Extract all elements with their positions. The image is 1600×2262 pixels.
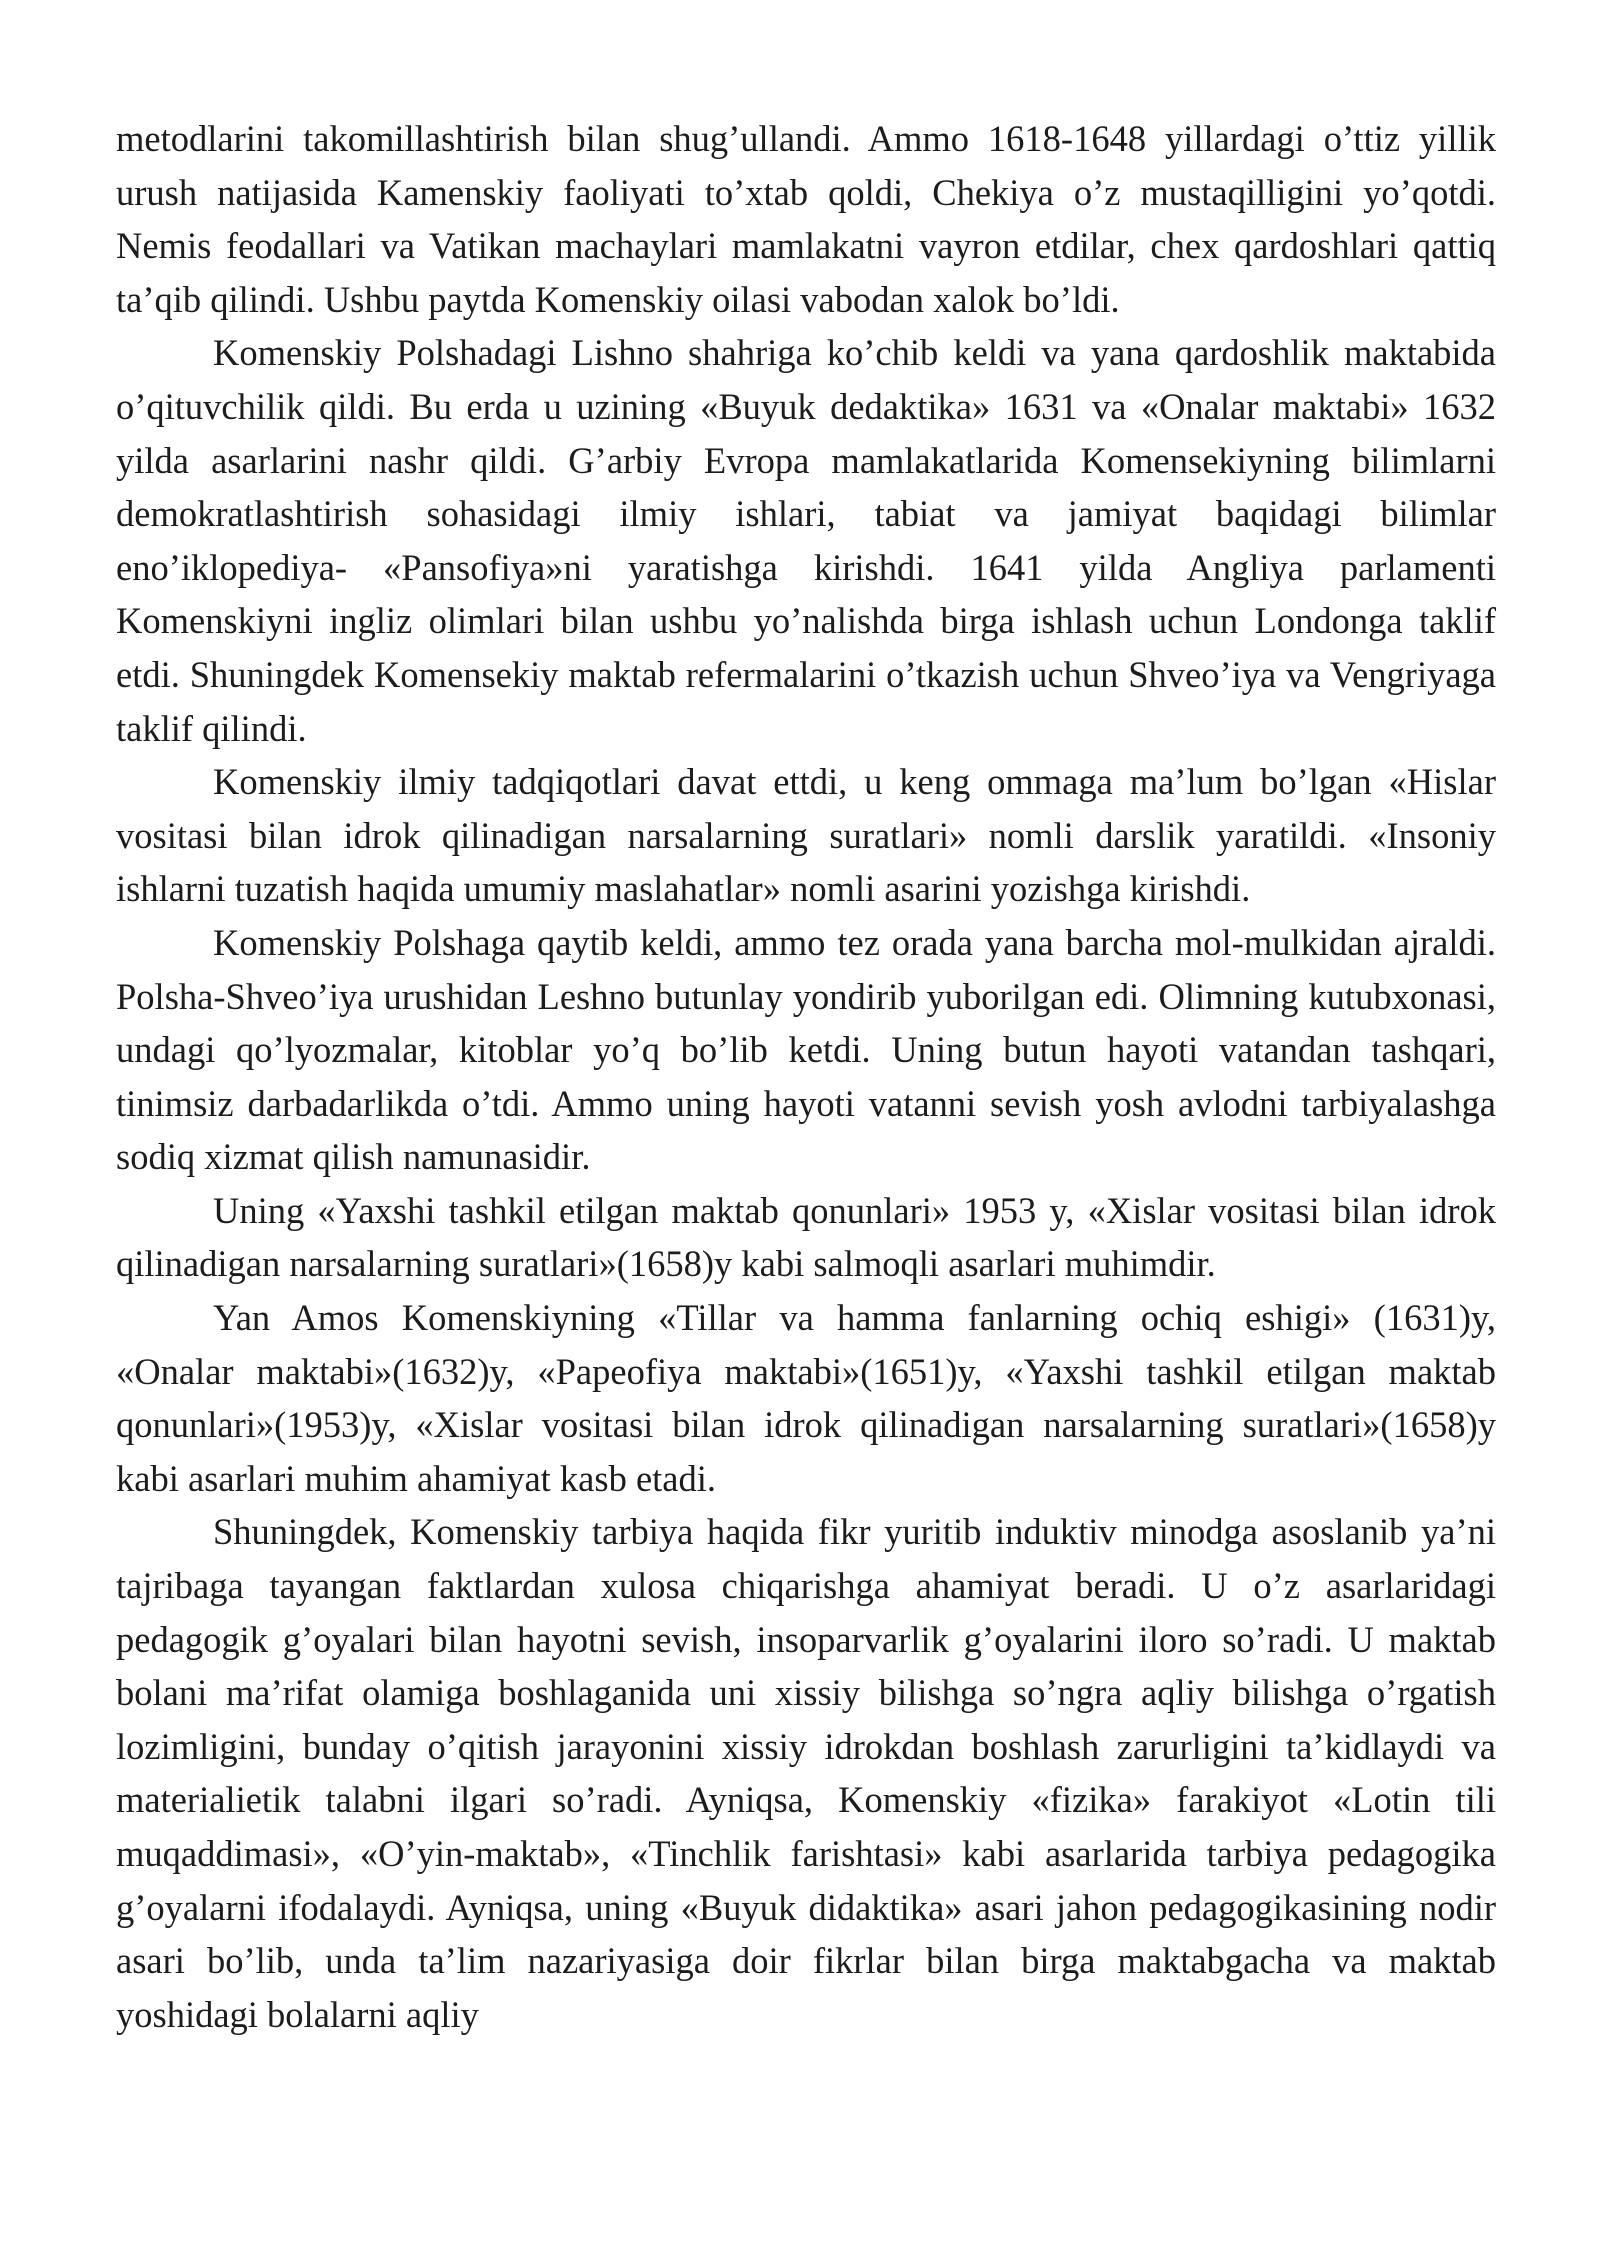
paragraph-2: Komenskiy Polshadagi Lishno shahriga ko’chib keldi va yana qardoshlik maktabida o’qituvchilik qildi. Bu erda u uzining «Buyuk dedaktika» 1631 va «Onalar maktabi» 1632 yilda asarlarini nashr qildi. G’arbiy Evropa mamlakatlarida Komensekiyning bilimlarni demokratlashtirish sohasidagi ilmiy ishlari, tabiat va jamiyat baqidagi bilimlar eno’iklopediya- «Pansofiya»ni yaratishga kirishdi. 1641 yilda Angliya parlamenti Komenskiyni ingliz olimlari bilan ushbu yo’nalishda birga ishlash uchun Londonga taklif etdi. Shuningdek Komensekiy maktab refermalarini o’tkazish uchun Shveo’iya va Vengriyaga taklif qilindi. bbox=[116, 332, 1496, 749]
paragraph-6: Yan Amos Komenskiyning «Tillar va hamma fanlarning ochiq eshigi» (1631)y, «Onalar maktabi»(1632)y, «Papeofiya maktabi»(1651)y, «Yaxshi tashkil etilgan maktab qonunlari»(1953)y, «Xislar vositasi bilan idrok qilinadigan narsalarning suratlari»(1658)y kabi asarlari muhim ahamiyat kasb etadi. bbox=[116, 1297, 1496, 1499]
document-page bbox=[116, 112, 1496, 2041]
paragraph-1: metodlarini takomillashtirish bilan shug’ullandi. Ammo 1618-1648 yillardagi o’ttiz yillik urush natijasida Kamenskiy faoliyati to’xtab qoldi, Chekiya o’z mustaqilligini yo’qotdi. Nemis feodallari va Vatikan machaylari mamlakatni vayron etdilar, chex qardoshlari qattiq ta’qib qilindi. Ushbu paytda Komenskiy oilasi vabodan xalok bo’ldi. bbox=[116, 118, 1496, 320]
paragraph-4: Komenskiy Polshaga qaytib keldi, ammo tez orada yana barcha mol-mulkidan ajraldi. Polsha-Shveo’iya urushidan Leshno butunlay yondirib yuborilgan edi. Olimning kutubxonasi, undagi qo’lyozmalar, kitoblar yo’q bo’lib ketdi. Uning butun hayoti vatandan tashqari, tinimsiz darbadarlikda o’tdi. Ammo uning hayoti vatanni sevish yosh avlodni tarbiyalashga sodiq xizmat qilish namunasidir. bbox=[116, 921, 1496, 1178]
paragraph-3: Komenskiy ilmiy tadqiqotlari davat ettdi, u keng ommaga ma’lum bo’lgan «Hislar vositasi bilan idrok qilinadigan narsalarning suratlari» nomli darslik yaratildi. «Insoniy ishlarni tuzatish haqida umumiy maslahatlar» nomli asarini yozishga kirishdi. bbox=[116, 761, 1496, 910]
paragraph-5: Uning «Yaxshi tashkil etilgan maktab qonunlari» 1953 y, «Xislar vositasi bilan idrok qilinadigan narsalarning suratlari»(1658)y kabi salmoqli asarlari muhimdir. bbox=[116, 1189, 1496, 1285]
paragraph-7: Shuningdek, Komenskiy tarbiya haqida fikr yuritib induktiv minodga asoslanib ya’ni tajribaga tayangan faktlardan xulosa chiqarishga ahamiyat beradi. U o’z asarlaridagi pedagogik g’oyalari bilan hayotni sevish, insoparvarlik g’oyalarini iloro so’radi. U maktab bolani ma’rifat olamiga boshlaganida uni xissiy bilishga so’ngra aqliy bilishga o’rgatish lozimligini, bunday o’qitish jarayonini xissiy idrokdan boshlash zarurligini ta’kidlaydi va materialietik talabni ilgari so’radi. Ayniqsa, Komenskiy «fizika» farakiyot «Lotin tili muqaddimasi», «O’yin-maktab», «Tinchlik farishtasi» kabi asarlarida tarbiya pedagogika g’oyalarni ifodalaydi. Ayniqsa, uning «Buyuk didaktika» asari jahon pedagogikasining nodir asari bo’lib, unda ta’lim nazariyasiga doir fikrlar bilan birga maktabgacha va maktab yoshidagi bolalarni aqliy bbox=[116, 1511, 1496, 2035]
